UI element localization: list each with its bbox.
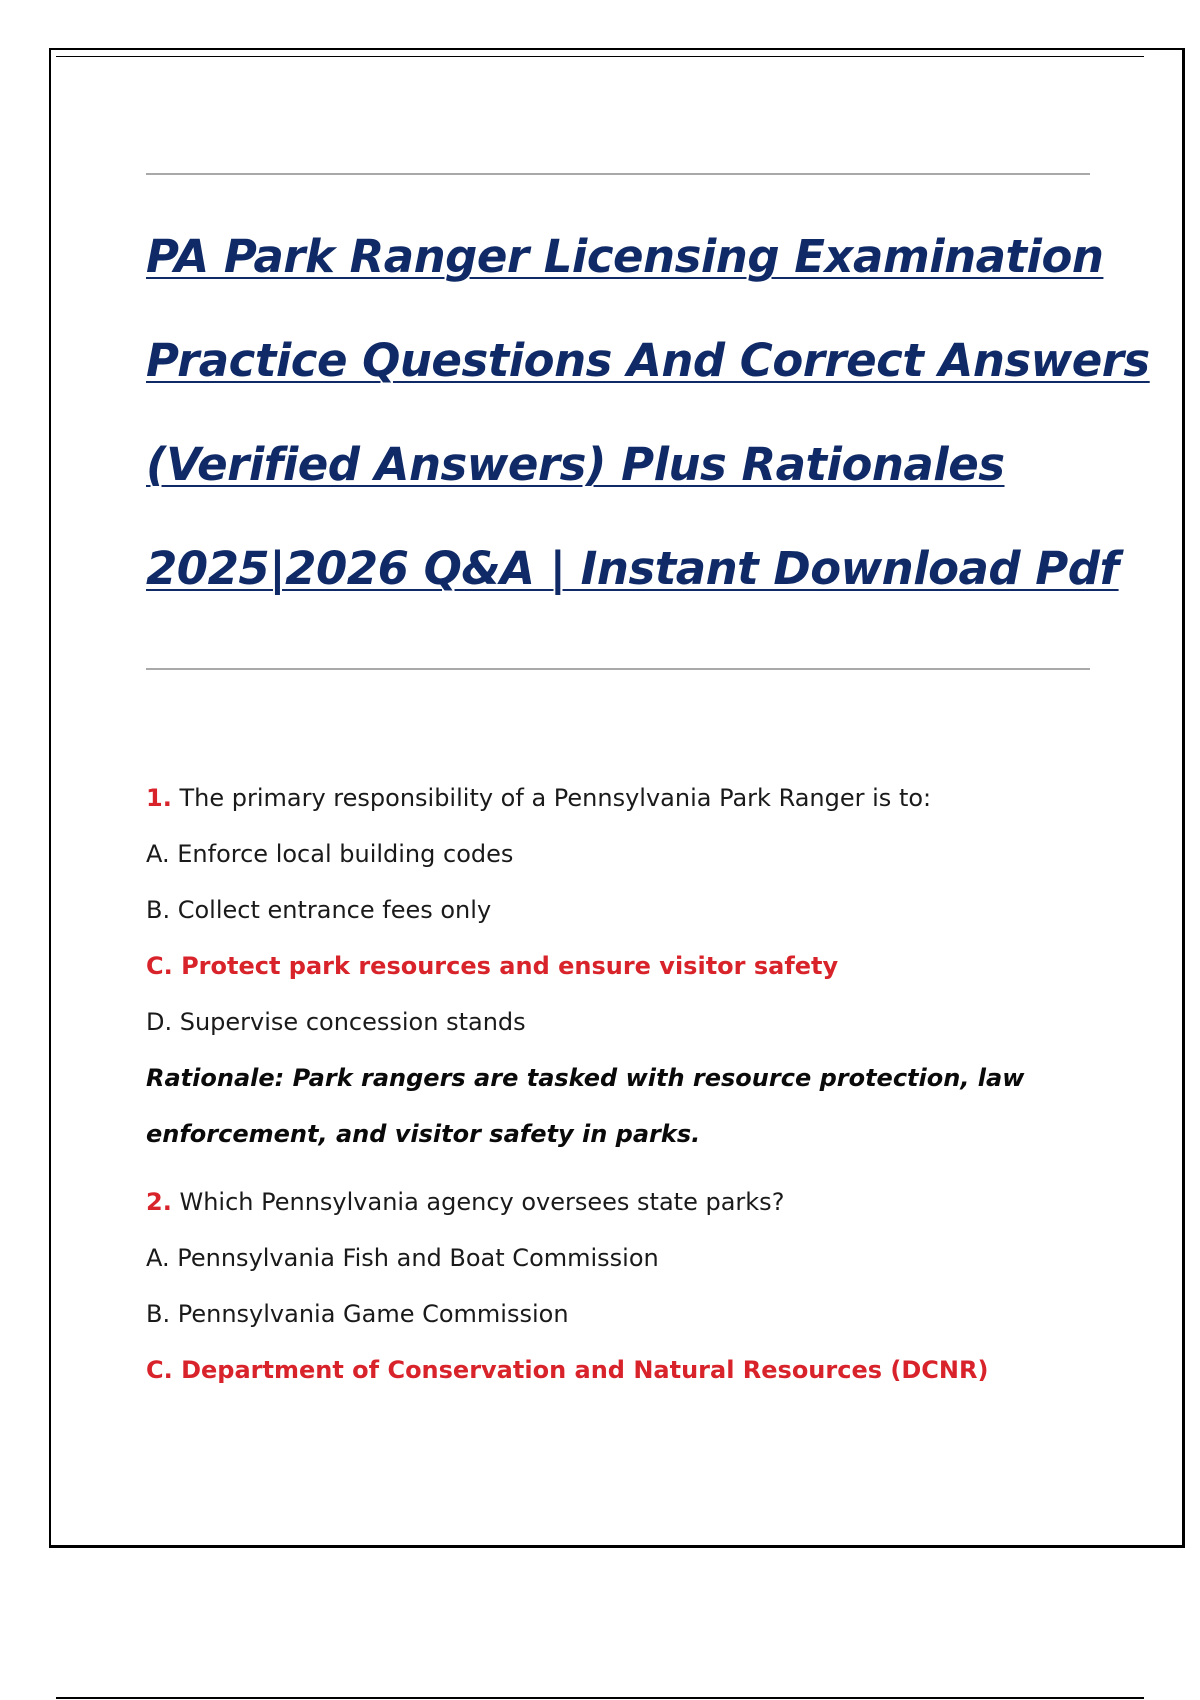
header-divider bbox=[56, 56, 1144, 57]
option-1a: A. Enforce local building codes bbox=[146, 840, 514, 868]
title-line-2: Practice Questions And Correct Answers bbox=[146, 334, 1150, 387]
question-number: 1. bbox=[146, 784, 172, 812]
option-2c-correct: C. Department of Conservation and Natural Resources (DCNR) bbox=[146, 1356, 989, 1384]
question-text: The primary responsibility of a Pennsylvania Park Ranger is to: bbox=[179, 784, 932, 812]
questions-section bbox=[146, 770, 1096, 1398]
option-2a: A. Pennsylvania Fish and Boat Commission bbox=[146, 1244, 659, 1272]
option-1b: B. Collect entrance fees only bbox=[146, 896, 492, 924]
title-bottom-rule bbox=[146, 668, 1090, 670]
option-1d: D. Supervise concession stands bbox=[146, 1008, 526, 1036]
title-line-1: PA Park Ranger Licensing Examination bbox=[146, 230, 1104, 283]
option-2b: B. Pennsylvania Game Commission bbox=[146, 1300, 569, 1328]
question-1 bbox=[146, 770, 1096, 826]
spacer bbox=[146, 1162, 1096, 1174]
question-2 bbox=[146, 1174, 1096, 1230]
title-top-rule bbox=[146, 173, 1090, 175]
title-line-3: (Verified Answers) Plus Rationales bbox=[146, 438, 1005, 491]
question-text: Which Pennsylvania agency oversees state parks? bbox=[179, 1188, 785, 1216]
next-page-top-border bbox=[56, 1697, 1144, 1699]
question-number: 2. bbox=[146, 1188, 172, 1216]
rationale-1-line-1: Rationale: Park rangers are tasked with resource protection, law bbox=[146, 1064, 1025, 1092]
document-title bbox=[146, 205, 1150, 621]
rationale-1-line-2: enforcement, and visitor safety in parks. bbox=[146, 1120, 701, 1148]
option-1c-correct: C. Protect park resources and ensure visitor safety bbox=[146, 952, 839, 980]
title-line-4: 2025|2026 Q&A | Instant Download Pdf bbox=[146, 542, 1119, 595]
